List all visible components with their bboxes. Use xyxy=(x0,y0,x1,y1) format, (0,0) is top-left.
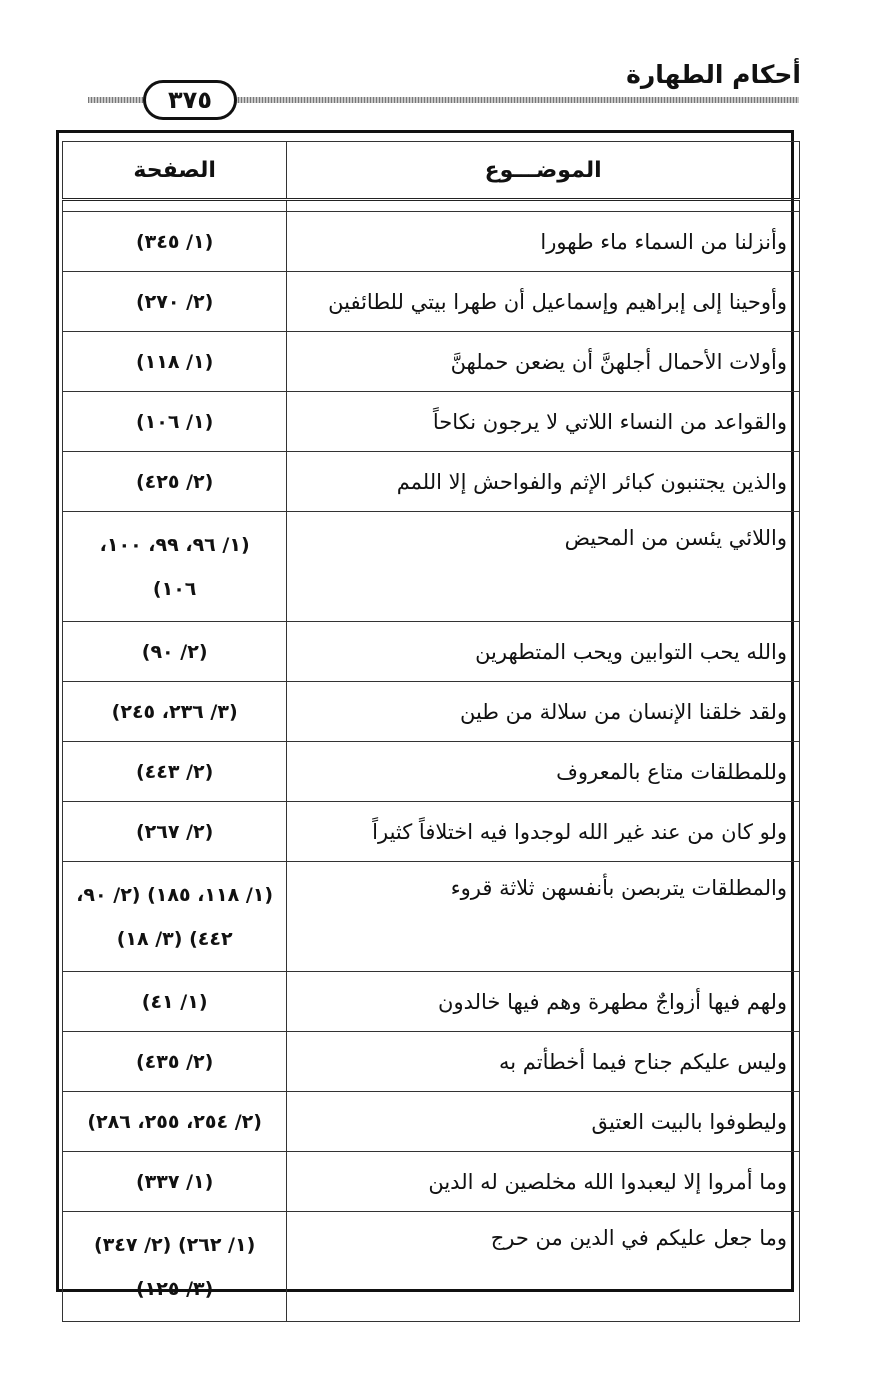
table-row xyxy=(63,1152,800,1212)
page-ref-line: ٤٤٢) (٣/ ١٨) xyxy=(116,927,233,950)
topic-cell: والقواعد من النساء اللاتي لا يرجون نكاحاً xyxy=(287,392,800,452)
spacer-row xyxy=(63,200,800,212)
page-ref-cell: (٢/ ٩٠) xyxy=(63,622,287,682)
topic-cell: وللمطلقات متاع بالمعروف xyxy=(287,742,800,802)
table-row xyxy=(63,212,800,272)
page-ref-cell: (١/ ٣٤٥) xyxy=(63,212,287,272)
topic-cell: وليطوفوا بالبيت العتيق xyxy=(287,1092,800,1152)
table-row xyxy=(63,1092,800,1152)
page-ref-cell: (٢/ ٢٧٠) xyxy=(63,272,287,332)
topic-cell: والمطلقات يتربصن بأنفسهن ثلاثة قروء xyxy=(287,862,800,972)
page-ref-cell: (١/ ٣٣٧) xyxy=(63,1152,287,1212)
page-ref-cell: (٢/ ٤٤٣) xyxy=(63,742,287,802)
page-ref-cell: (١/ ٤١) xyxy=(63,972,287,1032)
page-ref-cell: (٣/ ٢٣٦، ٢٤٥) xyxy=(63,682,287,742)
page-ref-cell: (١/ ١١٨) xyxy=(63,332,287,392)
page-ref-cell: (١/ ١٠٦) xyxy=(63,392,287,452)
page-ref-line: (١/ ٢٦٢) (٢/ ٣٤٧) xyxy=(94,1233,256,1256)
table-row xyxy=(63,972,800,1032)
page-ref-line: ١٠٦) xyxy=(152,577,197,600)
running-header-title: أحكام الطهارة xyxy=(626,60,801,89)
table-row xyxy=(63,622,800,682)
page-ref-cell: (٢/ ٢٥٤، ٢٥٥، ٢٨٦) xyxy=(63,1092,287,1152)
topic-cell: وليس عليكم جناح فيما أخطأتم به xyxy=(287,1032,800,1092)
table-row xyxy=(63,272,800,332)
table-row xyxy=(63,452,800,512)
table-row xyxy=(63,332,800,392)
table-row xyxy=(63,862,800,972)
table-row xyxy=(63,802,800,862)
page-ref-line: (١/ ٩٦، ٩٩، ١٠٠، xyxy=(99,533,250,556)
topic-cell: وما أمروا إلا ليعبدوا الله مخلصين له الدين xyxy=(287,1152,800,1212)
table-row xyxy=(63,742,800,802)
table-row xyxy=(63,512,800,622)
topic-cell: ولهم فيها أزواجٌ مطهرة وهم فيها خالدون xyxy=(287,972,800,1032)
page-number-badge: ٣٧٥ xyxy=(143,80,237,120)
page-ref-cell: (٢/ ٤٢٥) xyxy=(63,452,287,512)
topic-column-header: الموضـــوع xyxy=(287,142,800,200)
topic-cell: وأنزلنا من السماء ماء طهورا xyxy=(287,212,800,272)
page-ref-cell: (٢/ ٢٦٧) xyxy=(63,802,287,862)
topic-cell: ولقد خلقنا الإنسان من سلالة من طين xyxy=(287,682,800,742)
table-row xyxy=(63,1032,800,1092)
page-column-header: الصفحة xyxy=(63,142,287,200)
page-ref-cell xyxy=(63,1212,287,1322)
topic-cell: وما جعل عليكم في الدين من حرج xyxy=(287,1212,800,1322)
topic-cell: وأولات الأحمال أجلهنَّ أن يضعن حملهنَّ xyxy=(287,332,800,392)
page-ref-cell xyxy=(63,512,287,622)
table-row xyxy=(63,682,800,742)
topic-cell: واللائي يئسن من المحيض xyxy=(287,512,800,622)
topic-cell: ولو كان من عند غير الله لوجدوا فيه اختلافاً كثيراً xyxy=(287,802,800,862)
page-ref-cell: (٢/ ٤٣٥) xyxy=(63,1032,287,1092)
table-row xyxy=(63,1212,800,1322)
topic-cell: وأوحينا إلى إبراهيم وإسماعيل أن طهرا بيتي للطائفين xyxy=(287,272,800,332)
page-ref-line: (٣/ ١٢٥) xyxy=(135,1277,214,1300)
index-table xyxy=(62,141,800,1322)
topic-cell: والذين يجتنبون كبائر الإثم والفواحش إلا اللمم xyxy=(287,452,800,512)
topic-cell: والله يحب التوابين ويحب المتطهرين xyxy=(287,622,800,682)
page-ref-cell xyxy=(63,862,287,972)
table-header-row xyxy=(63,142,800,200)
page-ref-line: (١/ ١١٨، ١٨٥) (٢/ ٩٠، xyxy=(76,883,274,906)
table-row xyxy=(63,392,800,452)
